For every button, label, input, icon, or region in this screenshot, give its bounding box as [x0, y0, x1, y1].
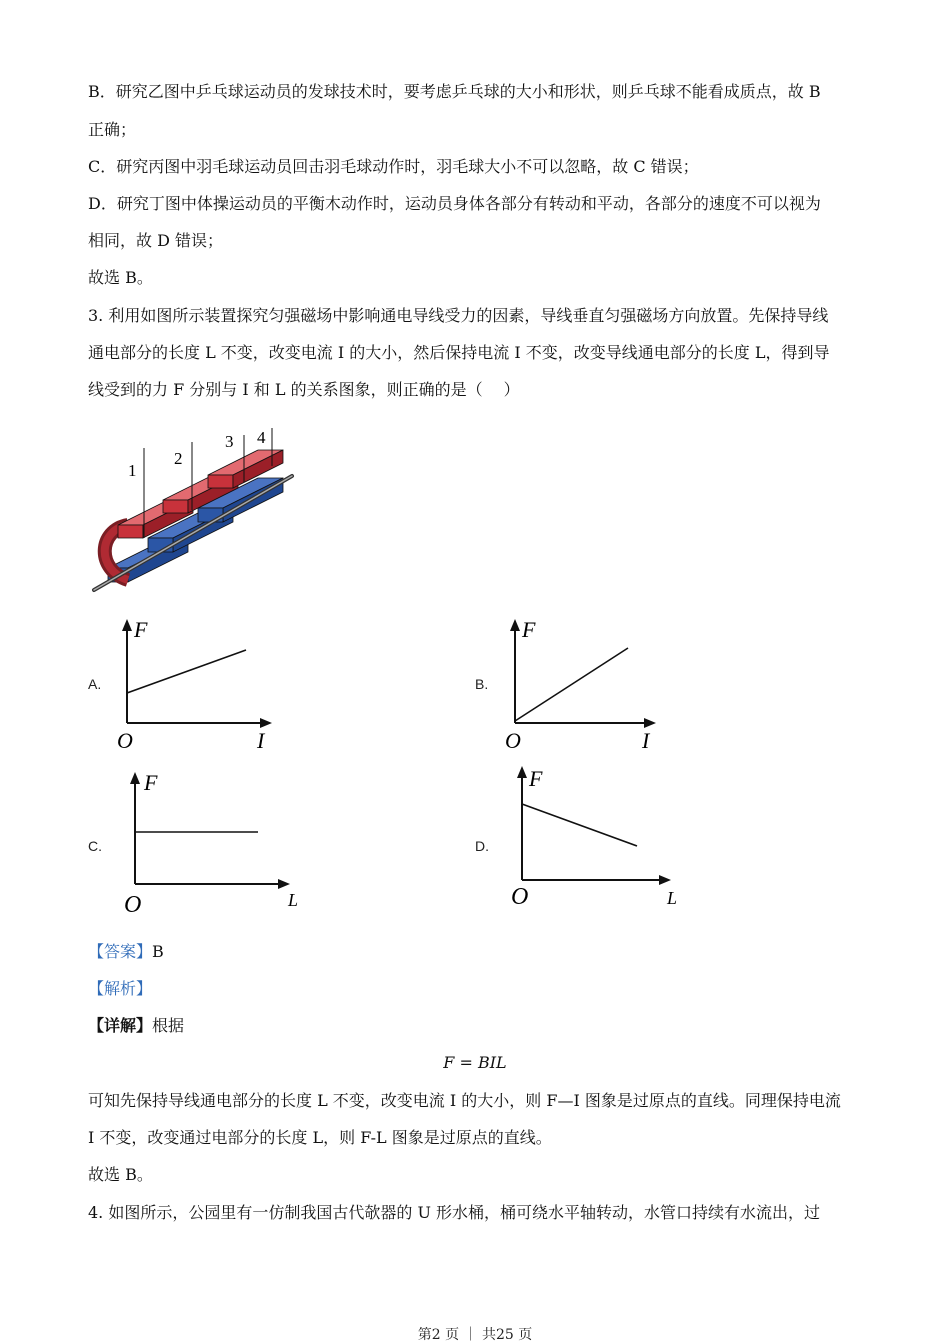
origin-label: O — [124, 892, 142, 916]
formula: F = BIL — [443, 1053, 507, 1072]
origin-label: O — [505, 728, 521, 753]
question-3-line: 3. 利用如图所示装置探究匀强磁场中影响通电导线受力的因素，导线垂直匀强磁场方向放置。先保持导线 — [88, 306, 829, 325]
explanation-line: 可知先保持导线通电部分的长度 L 不变，改变电流 I 的大小，则 F—I 图象是过原点的直线。同理保持电流 — [88, 1091, 841, 1110]
option-d-label: D. — [475, 838, 489, 854]
origin-label: O — [511, 884, 529, 910]
figure-label: 1 — [128, 461, 137, 480]
y-axis-label: F — [529, 766, 543, 791]
figure-label: 2 — [174, 449, 183, 468]
question-3-line: 线受到的力 F 分别与 I 和 L 的关系图象，则正确的是（ ） — [88, 380, 520, 399]
option-c-graph — [118, 766, 308, 916]
question-4-line: 4. 如图所示，公园里有一仿制我国古代欹器的 U 形水桶，桶可绕水平轴转动，水管口持续有水流出，过 — [88, 1203, 821, 1222]
analysis-tag: 【解析】 — [88, 979, 153, 998]
detail-line — [88, 1016, 184, 1036]
text-line: 相同，故 D 错误； — [88, 231, 224, 250]
detail-tag: 【详解】 — [88, 1016, 153, 1035]
text-line: B．研究乙图中乒乓球运动员的发球技术时，要考虑乒乓球的大小和形状，则乒乓球不能看成质点，故 B — [88, 82, 821, 101]
page-footer: 第2 页 ｜ 共25 页 — [417, 1327, 533, 1343]
detail-text: 根据 — [152, 1016, 185, 1035]
answer-line — [88, 942, 164, 962]
x-axis-label: I — [257, 728, 265, 753]
option-d-graph — [505, 760, 695, 910]
text-line: 故选 B。 — [88, 268, 153, 287]
figure-label: 3 — [225, 432, 234, 451]
text-line: 正确； — [88, 120, 137, 139]
analysis-line — [88, 979, 152, 999]
x-axis-label: L — [288, 890, 299, 910]
x-axis-label: L — [667, 888, 678, 908]
text-line: C．研究丙图中羽毛球运动员回击羽毛球动作时，羽毛球大小不可以忽略，故 C 错误； — [88, 157, 699, 176]
text-line: D．研究丁图中体操运动员的平衡木动作时，运动员身体各部分有转动和平动，各部分的速度不可以视为 — [88, 194, 821, 213]
option-c-label: C. — [88, 838, 102, 854]
x-axis-label: I — [642, 728, 650, 753]
option-b-graph — [498, 615, 668, 755]
option-a-graph — [110, 615, 280, 755]
option-a-label: A. — [88, 676, 102, 692]
figure-label: 4 — [257, 428, 266, 447]
explanation-line: I 不变，改变通过电部分的长度 L，则 F-L 图象是过原点的直线。 — [88, 1128, 552, 1147]
y-axis-label: F — [144, 770, 158, 795]
question-3-line: 通电部分的长度 L 不变，改变电流 I 的大小，然后保持电流 I 不变，改变导线通电部分的长度 L，得到导 — [88, 343, 830, 362]
answer-value: B — [152, 942, 164, 961]
origin-label: O — [117, 728, 133, 753]
option-b-label: B. — [475, 676, 489, 692]
y-axis-label: F — [522, 617, 536, 642]
explanation-line: 故选 B。 — [88, 1165, 153, 1184]
y-axis-label: F — [134, 617, 148, 642]
answer-tag: 【答案】 — [88, 942, 153, 961]
magnet-apparatus-figure — [88, 420, 308, 595]
